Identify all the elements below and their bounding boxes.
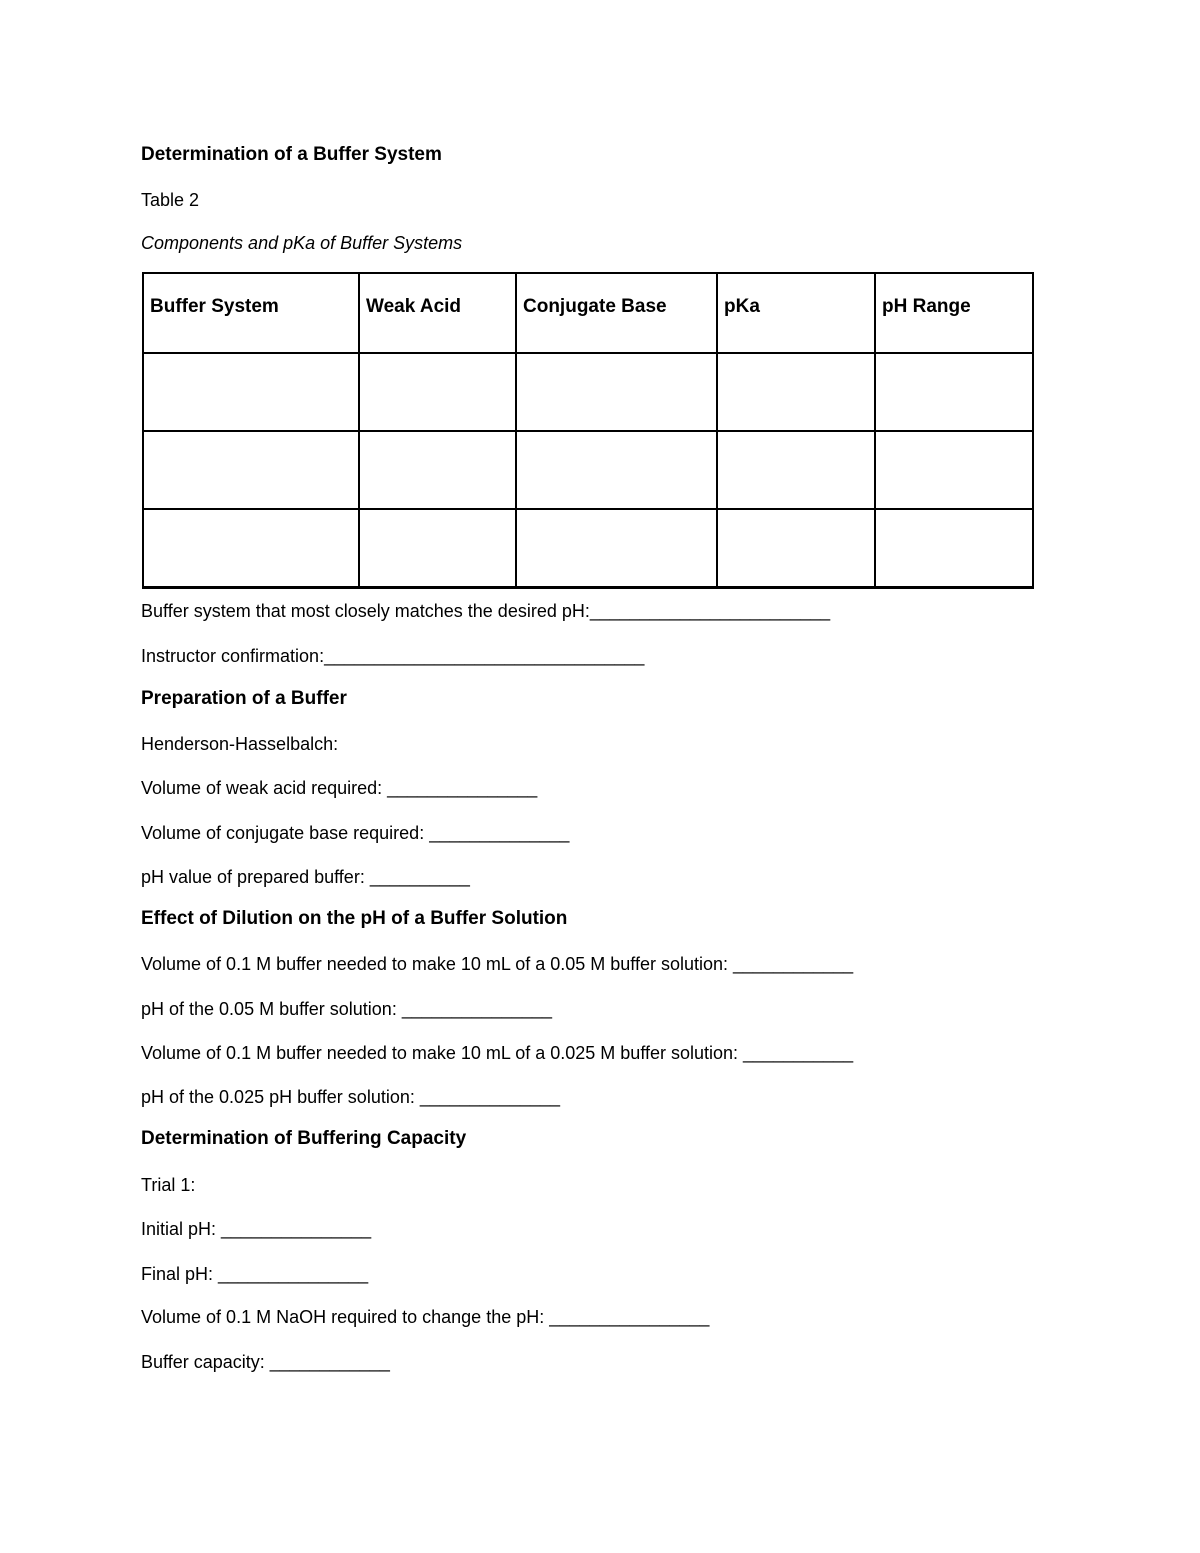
conjugate-base-volume-field[interactable]: Volume of conjugate base required: ______________ [141,823,570,843]
table-cell[interactable] [516,431,717,509]
table-cell[interactable] [516,353,717,431]
table-cell[interactable] [143,431,359,509]
buffer-systems-table [142,272,1034,589]
closest-match-field[interactable]: Buffer system that most closely matches the desired pH:________________________ [141,601,831,621]
buffer-capacity-field[interactable]: Buffer capacity: ____________ [141,1352,390,1372]
table-cell[interactable] [359,353,516,431]
initial-ph-field[interactable]: Initial pH: _______________ [141,1219,372,1239]
table-header-row [143,273,1033,353]
volume-0025-field[interactable]: Volume of 0.1 M buffer needed to make 10 mL of a 0.025 M buffer solution: ___________ [141,1043,854,1063]
table-cell[interactable] [875,431,1033,509]
table-cell[interactable] [717,509,875,588]
henderson-hasselbalch-label: Henderson-Hasselbalch: [141,734,339,754]
header-ph-range: pH Range [875,273,1033,353]
ph-005-field[interactable]: pH of the 0.05 M buffer solution: _______________ [141,999,552,1019]
table-cell[interactable] [516,509,717,588]
table-caption: Components and pKa of Buffer Systems [141,233,463,253]
table-label: Table 2 [141,190,200,210]
table-cell[interactable] [359,509,516,588]
table-cell[interactable] [143,353,359,431]
table-row [143,509,1033,588]
ph-0025-field[interactable]: pH of the 0.025 pH buffer solution: ______________ [141,1087,561,1107]
trial-label: Trial 1: [141,1175,196,1195]
table-cell[interactable] [717,431,875,509]
table-cell[interactable] [717,353,875,431]
table-row [143,353,1033,431]
volume-005-field[interactable]: Volume of 0.1 M buffer needed to make 10 mL of a 0.05 M buffer solution: ____________ [141,954,854,974]
section-heading-dilution: Effect of Dilution on the pH of a Buffer Solution [141,908,568,929]
header-weak-acid: Weak Acid [359,273,516,353]
table-cell[interactable] [875,353,1033,431]
header-pka: pKa [717,273,875,353]
section-heading-preparation: Preparation of a Buffer [141,688,347,709]
table-cell[interactable] [359,431,516,509]
header-buffer-system: Buffer System [143,273,359,353]
table-cell[interactable] [143,509,359,588]
section-heading-buffer-system: Determination of a Buffer System [141,144,442,165]
prepared-buffer-ph-field[interactable]: pH value of prepared buffer: __________ [141,867,470,887]
table-cell[interactable] [875,509,1033,588]
table-row [143,431,1033,509]
final-ph-field[interactable]: Final pH: _______________ [141,1264,369,1284]
header-conjugate-base: Conjugate Base [516,273,717,353]
section-heading-buffering-capacity: Determination of Buffering Capacity [141,1128,467,1149]
instructor-confirmation-field[interactable]: Instructor confirmation:________________________________ [141,646,645,666]
naoh-volume-field[interactable]: Volume of 0.1 M NaOH required to change the pH: ________________ [141,1307,710,1327]
weak-acid-volume-field[interactable]: Volume of weak acid required: _______________ [141,778,538,798]
